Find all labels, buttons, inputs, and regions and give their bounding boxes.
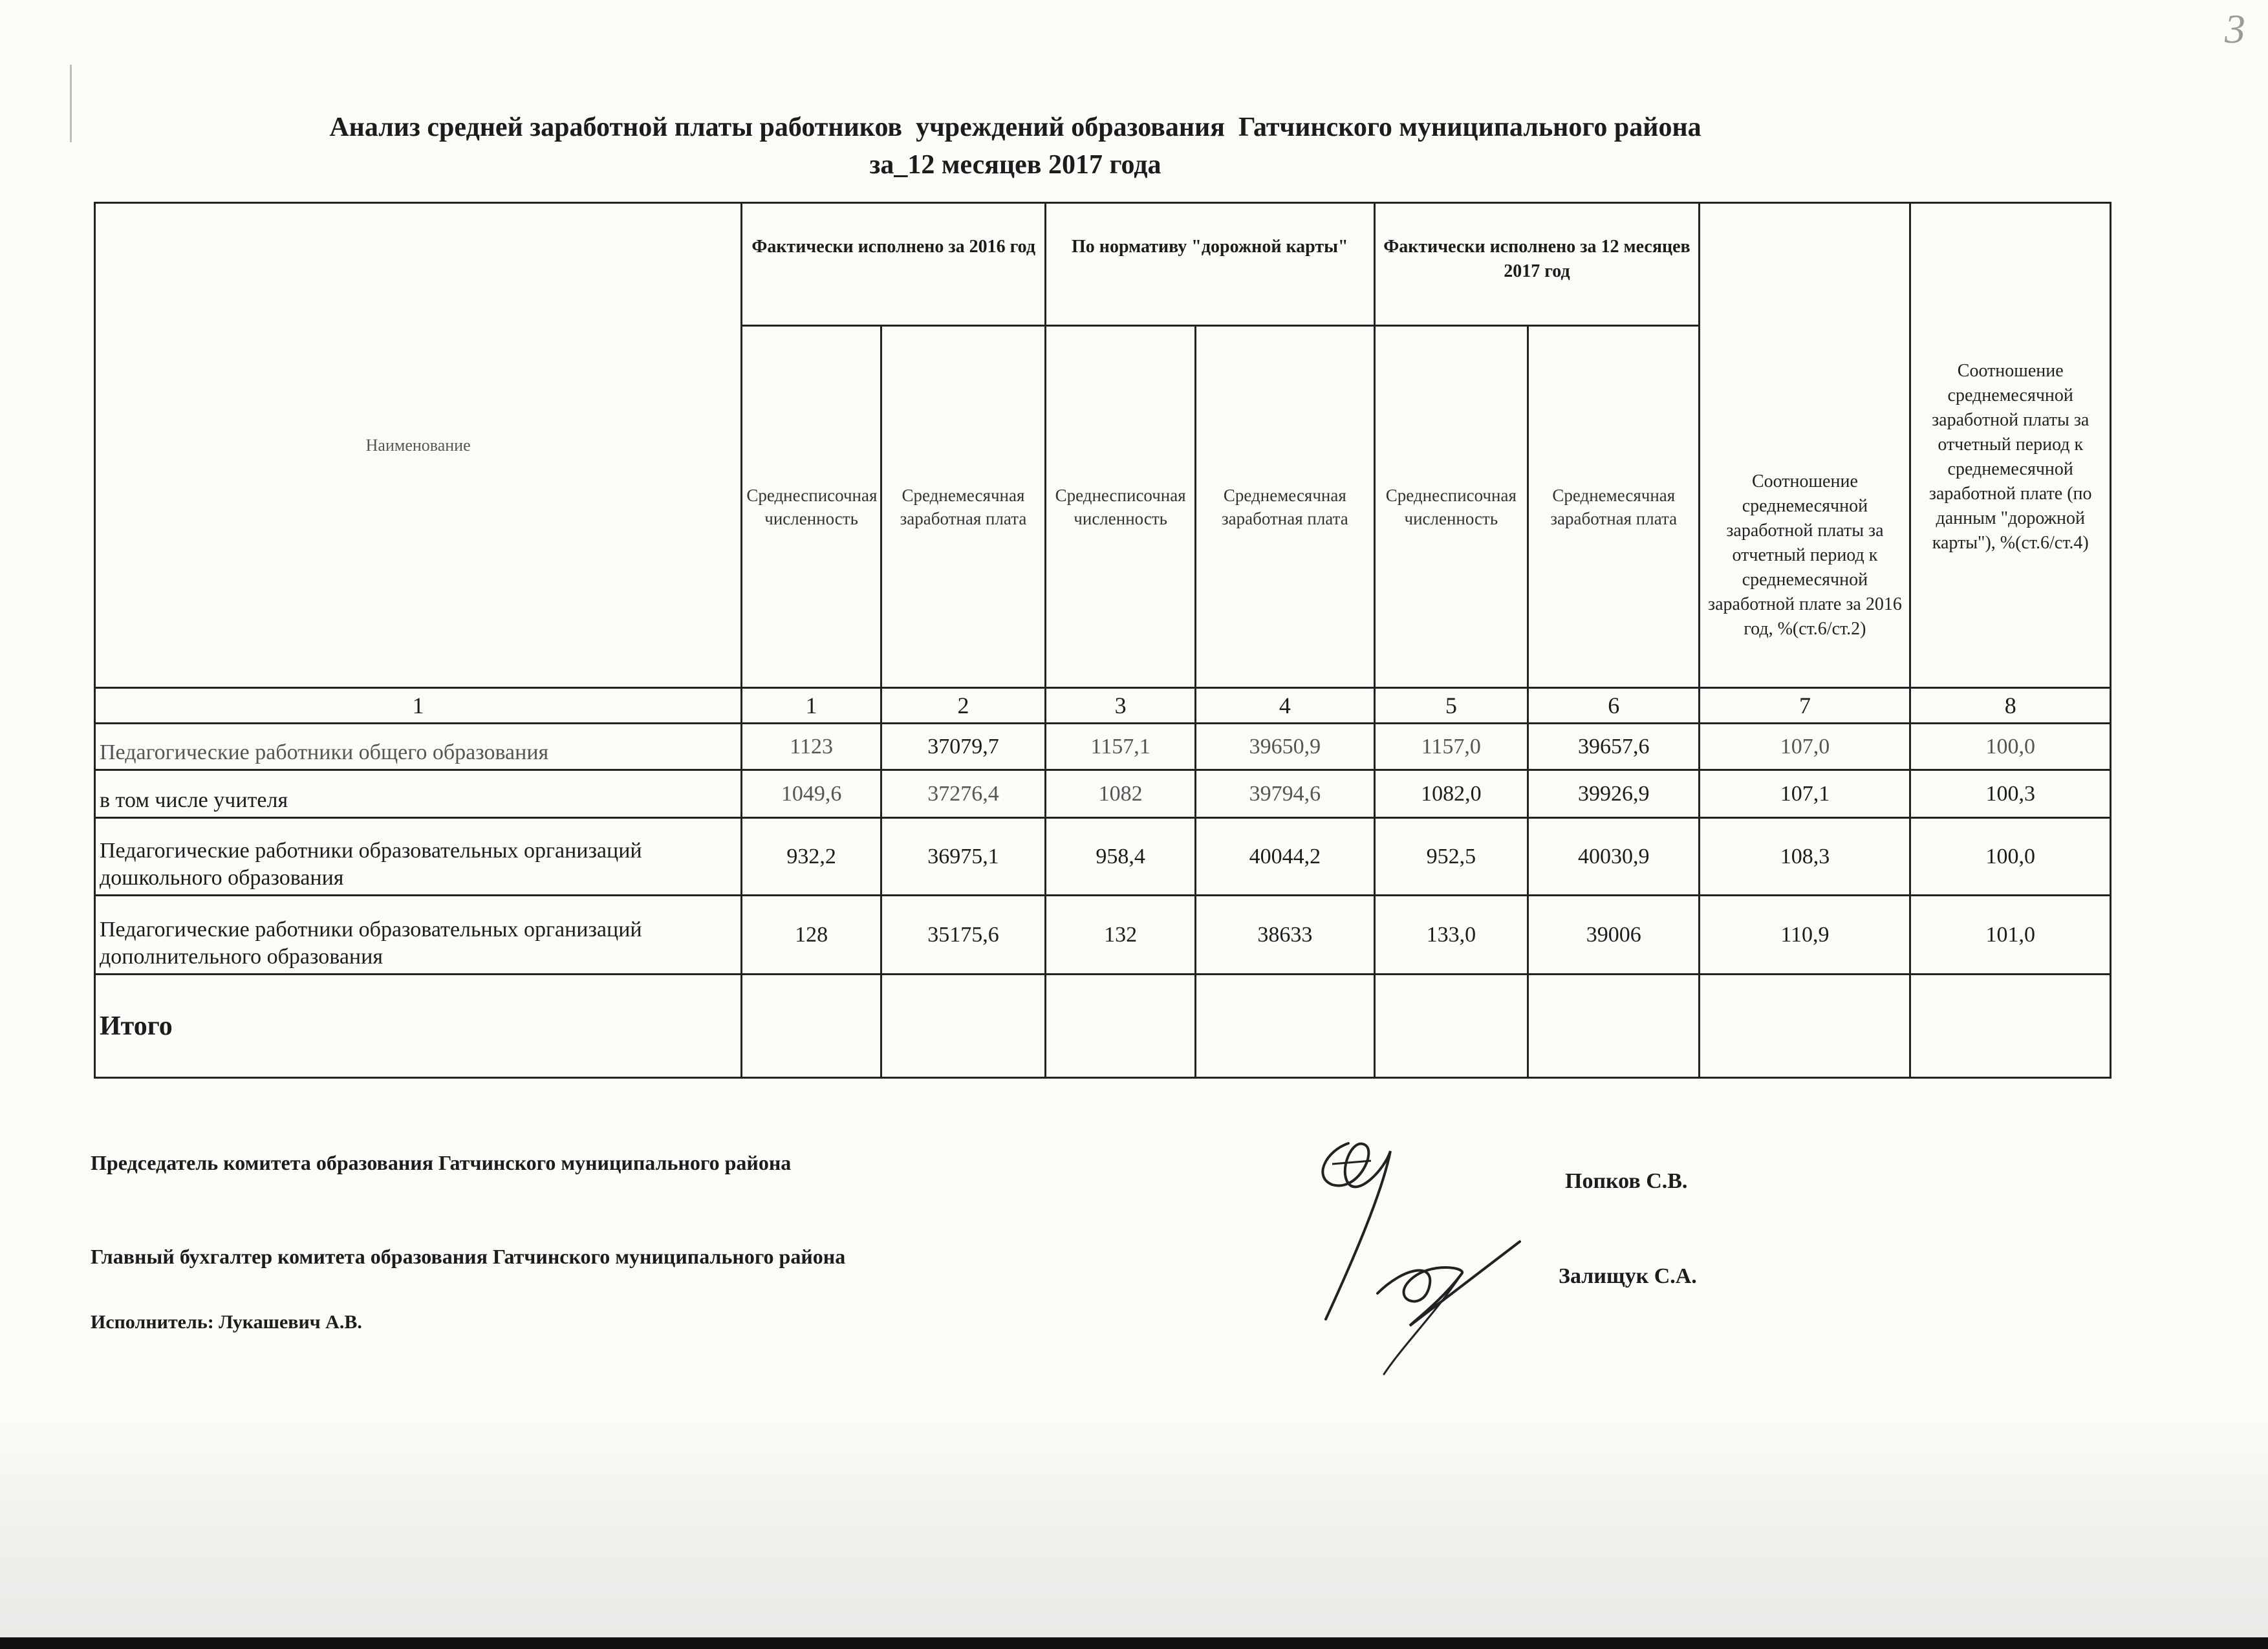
cell-value: 1082 (1046, 770, 1196, 818)
cell-empty (1046, 975, 1196, 1078)
cell-value: 1157,0 (1374, 724, 1528, 770)
cell-value: 39657,6 (1528, 724, 1700, 770)
executor-line: Исполнитель: Лукашевич А.В. (91, 1311, 362, 1333)
column-number-row (95, 688, 2111, 724)
cell-value: 40044,2 (1196, 818, 1374, 896)
cell-value: 101,0 (1910, 896, 2111, 975)
accountant-title: Главный бухгалтер комитета образования Гатчинского муниципального района (91, 1245, 846, 1268)
cell-value: 132 (1046, 896, 1196, 975)
column-number: 4 (1196, 688, 1374, 724)
chair-title: Председатель комитета образования Гатчинского муниципального района (91, 1151, 792, 1174)
cell-value: 110,9 (1700, 896, 1910, 975)
cell-empty (1700, 975, 1910, 1078)
table-row (95, 896, 2111, 975)
table-row (95, 724, 2111, 770)
cell-value: 108,3 (1700, 818, 1910, 896)
column-number: 2 (881, 688, 1045, 724)
cell-value: 40030,9 (1528, 818, 1700, 896)
column-number: 7 (1700, 688, 1910, 724)
cell-value: 133,0 (1374, 896, 1528, 975)
cell-empty (881, 975, 1045, 1078)
table-row (95, 770, 2111, 818)
cell-value: 37079,7 (881, 724, 1045, 770)
row-name: Педагогические работники образовательных организаций дошкольного образования (95, 818, 742, 896)
header-c6-salary: Среднемесячная заработная плата (1528, 326, 1700, 688)
cell-value: 952,5 (1374, 818, 1528, 896)
cell-empty (1528, 975, 1700, 1078)
row-name: Педагогические работники образовательных организаций дополнительного образования (95, 896, 742, 975)
cell-value: 39926,9 (1528, 770, 1700, 818)
cell-value: 107,0 (1700, 724, 1910, 770)
header-fact-2016: Фактически исполнено за 2016 год (742, 203, 1046, 326)
cell-value: 38633 (1196, 896, 1374, 975)
header-fact-2017: Фактически исполнено за 12 месяцев 2017 год (1374, 203, 1700, 326)
page-number-mark: 3 (2225, 6, 2245, 52)
cell-empty (1374, 975, 1528, 1078)
cell-value: 37276,4 (881, 770, 1045, 818)
cell-value: 100,0 (1910, 818, 2111, 896)
column-number: 1 (95, 688, 742, 724)
column-number: 3 (1046, 688, 1196, 724)
cell-value: 1157,1 (1046, 724, 1196, 770)
cell-value: 932,2 (742, 818, 881, 896)
salary-analysis-table (94, 202, 2111, 1079)
row-name: в том числе учителя (95, 770, 742, 818)
total-label: Итого (95, 975, 742, 1078)
header-ratio-roadmap: Соотношение среднемесячной заработной платы за отчетный период к среднемесячной заработной плате (по данным "дорожной карты"), %(ст.6/ст.4) (1910, 203, 2111, 688)
cell-value: 100,0 (1910, 724, 2111, 770)
accountant-signature (1365, 1229, 1533, 1377)
header-c2-salary: Среднемесячная заработная плата (881, 326, 1045, 688)
row-name: Педагогические работники общего образования (95, 724, 742, 770)
accountant-name: Залищук С.А. (1559, 1264, 1697, 1288)
cell-value: 39794,6 (1196, 770, 1374, 818)
header-c3-headcount: Среднесписочная численность (1046, 326, 1196, 688)
document-title (0, 109, 2031, 184)
cell-value: 35175,6 (881, 896, 1045, 975)
cell-empty (1910, 975, 2111, 1078)
column-number: 5 (1374, 688, 1528, 724)
header-name: Наименование (95, 203, 742, 688)
cell-empty (1196, 975, 1374, 1078)
column-number: 6 (1528, 688, 1700, 724)
header-c4-salary: Среднемесячная заработная плата (1196, 326, 1374, 688)
cell-value: 100,3 (1910, 770, 2111, 818)
column-number: 1 (742, 688, 881, 724)
scan-background (0, 1416, 2268, 1649)
header-roadmap: По нормативу "дорожной карты" (1046, 203, 1374, 326)
cell-value: 1082,0 (1374, 770, 1528, 818)
cell-empty (742, 975, 881, 1078)
header-c1-headcount: Среднесписочная численность (742, 326, 881, 688)
title-line-2: за_12 месяцев 2017 года (869, 150, 1161, 180)
cell-value: 1049,6 (742, 770, 881, 818)
column-number: 8 (1910, 688, 2111, 724)
cell-value: 1123 (742, 724, 881, 770)
header-ratio-2016: Соотношение среднемесячной заработной платы за отчетный период к среднемесячной заработной плате за 2016 год, %(ст.6/ст.2) (1700, 203, 1910, 688)
cell-value: 39006 (1528, 896, 1700, 975)
cell-value: 128 (742, 896, 881, 975)
scan-edge (0, 1637, 2268, 1649)
chair-name: Попков С.В. (1565, 1169, 1688, 1193)
cell-value: 107,1 (1700, 770, 1910, 818)
title-line-1: Анализ средней заработной платы работников учреждений образования Гатчинского муниципального района (329, 113, 1701, 142)
total-row (95, 975, 2111, 1078)
cell-value: 36975,1 (881, 818, 1045, 896)
cell-value: 39650,9 (1196, 724, 1374, 770)
header-c5-headcount: Среднесписочная численность (1374, 326, 1528, 688)
table-row (95, 818, 2111, 896)
cell-value: 958,4 (1046, 818, 1196, 896)
